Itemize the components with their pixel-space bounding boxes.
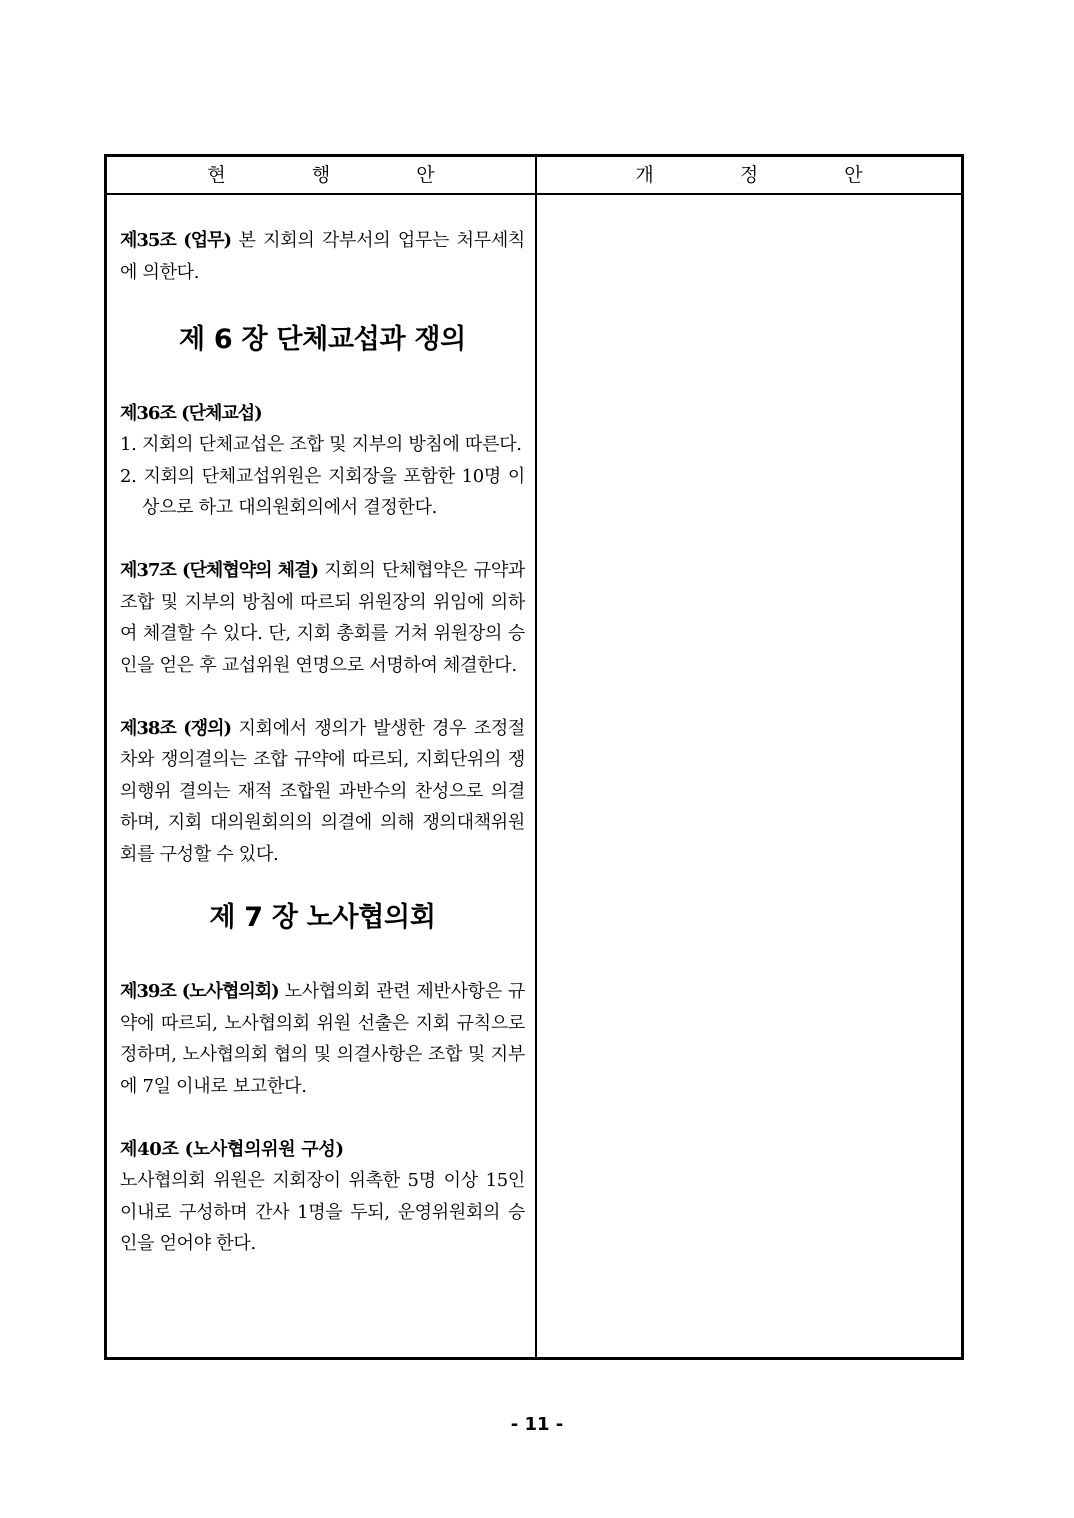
article-38-text: 지회에서 쟁의가 발생한 경우 조정절차와 쟁의결의는 조합 규약에 따르되, 지회단위의 쟁의행위 결의는 재적 조합원 과반수의 찬성으로 의결하며, 지회 대의원회의의 의결에 의해 쟁의대책위원회를 구성할 수 있다. <box>120 717 525 865</box>
article-39 <box>120 976 525 1102</box>
header-revised: 개 정 안 <box>635 164 903 186</box>
chapter-7-heading: 제 7 장 노사협의회 <box>209 902 436 933</box>
article-38 <box>120 713 525 871</box>
article-40-text: 노사협의회 위원은 지회장이 위촉한 5명 이상 15인 이내로 구성하며 간사 1명을 두되, 운영위원회의 승인을 얻어야 한다. <box>120 1170 525 1254</box>
article-40 <box>120 1134 525 1260</box>
comparison-table <box>104 154 964 1360</box>
article-36-title: 제36조 (단체교섭) <box>120 402 262 424</box>
article-36 <box>120 398 525 524</box>
article-38-title: 제38조 (쟁의) <box>120 717 232 739</box>
chapter-6-heading: 제 6 장 단체교섭과 쟁의 <box>179 323 466 355</box>
article-39-title: 제39조 (노사협의회) <box>120 981 279 1002</box>
article-36-item-2: 2. 지회의 단체교섭위원은 지회장을 포함한 10명 이상으로 하고 대의원회의에서 결정한다. <box>120 465 525 518</box>
table-header <box>107 157 961 195</box>
article-37 <box>120 555 525 681</box>
article-35 <box>120 225 525 288</box>
header-current: 현 행 안 <box>207 164 475 186</box>
article-35-title: 제35조 (업무) <box>120 230 232 251</box>
article-37-text: 지회의 단체협약은 규약과 조합 및 지부의 방침에 따르되 위원장의 위임에 의하여 체결할 수 있다. 단, 지회 총회를 거쳐 위원장의 승인을 얻은 후 교섭위원 연명으로 서명하여 체결한다. <box>120 560 526 676</box>
article-37-title: 제37조 (단체협약의 체결) <box>120 560 318 581</box>
column-divider <box>535 157 537 1357</box>
page-number: - 11 - <box>510 1414 564 1435</box>
article-39-text: 노사협의회 관련 제반사항은 규약에 따르되, 노사협의회 위원 선출은 지회 규칙으로 정하며, 노사협의회 협의 및 의결사항은 조합 및 지부에 7일 이내로 보고한다. <box>120 981 525 1097</box>
article-40-title: 제40조 (노사협의위원 구성) <box>120 1138 344 1160</box>
article-36-item-1: 1. 지회의 단체교섭은 조합 및 지부의 방침에 따른다. <box>120 434 522 455</box>
article-35-text: 본 지회의 각부서의 업무는 처무세칙에 의한다. <box>120 230 525 283</box>
current-column-content <box>120 225 525 1260</box>
